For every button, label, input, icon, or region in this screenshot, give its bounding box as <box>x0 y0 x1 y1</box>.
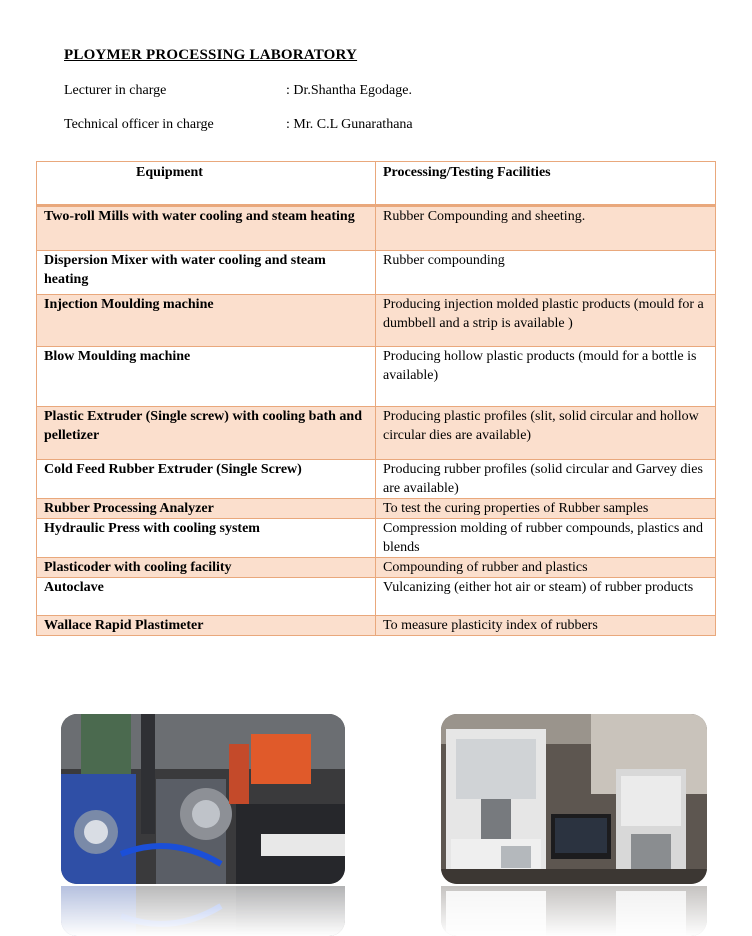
lecturer-label: Lecturer in charge <box>64 83 167 98</box>
lab-machinery-photo <box>61 714 345 884</box>
officer-label: Technical officer in charge <box>64 117 214 132</box>
facility-cell: Producing injection molded plastic products (mould for a dumbbell and a strip is available ) <box>376 295 716 347</box>
table-row <box>37 206 716 251</box>
equipment-cell: Injection Moulding machine <box>37 295 376 347</box>
table-header-row <box>37 162 716 206</box>
header-facilities: Processing/Testing Facilities <box>376 162 716 206</box>
equipment-cell: Plastic Extruder (Single screw) with cooling bath and pelletizer <box>37 407 376 460</box>
equipment-cell: Rubber Processing Analyzer <box>37 499 376 519</box>
facility-cell: To measure plasticity index of rubbers <box>376 616 716 636</box>
header-equipment: Equipment <box>37 162 376 206</box>
page-title: PLOYMER PROCESSING LABORATORY <box>64 47 358 63</box>
equipment-table <box>36 161 716 636</box>
facility-cell: Vulcanizing (either hot air or steam) of rubber products <box>376 578 716 616</box>
rubber-analyzer-photo <box>441 714 707 884</box>
facility-cell: Rubber compounding <box>376 251 716 295</box>
table-row <box>37 295 716 347</box>
facility-cell: To test the curing properties of Rubber samples <box>376 499 716 519</box>
facility-cell: Compression molding of rubber compounds, plastics and blends <box>376 519 716 558</box>
facility-cell: Producing plastic profiles (slit, solid circular and hollow circular dies are available) <box>376 407 716 460</box>
equipment-cell: Blow Moulding machine <box>37 347 376 407</box>
lab-machinery-reflection <box>61 886 345 936</box>
equipment-cell: Cold Feed Rubber Extruder (Single Screw) <box>37 460 376 499</box>
equipment-cell: Two-roll Mills with water cooling and steam heating <box>37 206 376 251</box>
equipment-cell: Plasticoder with cooling facility <box>37 558 376 578</box>
facility-cell: Rubber Compounding and sheeting. <box>376 206 716 251</box>
equipment-cell: Hydraulic Press with cooling system <box>37 519 376 558</box>
facility-cell: Producing hollow plastic products (mould for a bottle is available) <box>376 347 716 407</box>
equipment-cell: Dispersion Mixer with water cooling and steam heating <box>37 251 376 295</box>
officer-value: : Mr. C.L Gunarathana <box>286 117 413 132</box>
facility-cell: Compounding of rubber and plastics <box>376 558 716 578</box>
facility-cell: Producing rubber profiles (solid circular and Garvey dies are available) <box>376 460 716 499</box>
equipment-cell: Wallace Rapid Plastimeter <box>37 616 376 636</box>
table-row <box>37 616 716 636</box>
table-row <box>37 558 716 578</box>
table-row <box>37 347 716 407</box>
table-row <box>37 519 716 558</box>
lecturer-value: : Dr.Shantha Egodage. <box>286 83 412 98</box>
table-row <box>37 499 716 519</box>
table-row <box>37 251 716 295</box>
rubber-analyzer-reflection <box>441 886 707 936</box>
table-row <box>37 460 716 499</box>
table-row <box>37 407 716 460</box>
equipment-cell: Autoclave <box>37 578 376 616</box>
table-row <box>37 578 716 616</box>
